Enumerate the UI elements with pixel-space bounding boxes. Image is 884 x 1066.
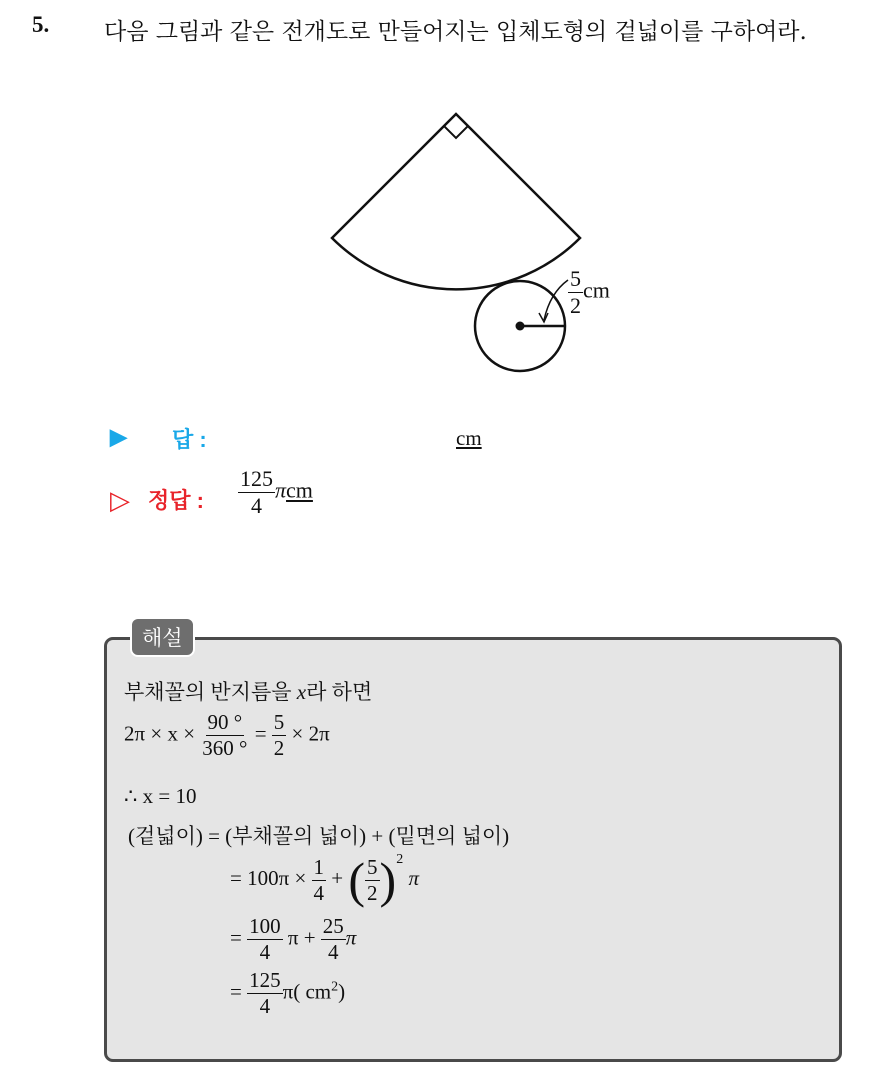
right-angle-mark xyxy=(444,126,468,138)
quarter-fraction xyxy=(312,854,327,905)
solution-tag: 해설 xyxy=(130,617,195,657)
solution-line-1-a: 부채꼴의 반지름을 xyxy=(124,680,297,704)
solution-line-3: ∴ x = 10 xyxy=(124,784,197,808)
radius2-denominator: 2 xyxy=(273,736,285,760)
frac-125-numerator: 125 xyxy=(249,968,281,992)
solution-line-4: (겉넓이) = (부채꼴의 넓이) + (밑면의 넓이) xyxy=(128,824,510,848)
solution-line-5-plus: + xyxy=(331,866,344,890)
solution-line-6-mid: π + xyxy=(287,925,316,950)
paren-fraction xyxy=(365,854,380,905)
right-paren: ) xyxy=(379,852,397,909)
correct-value xyxy=(238,468,313,517)
paren-denominator: 2 xyxy=(367,880,378,905)
frac-125-4 xyxy=(247,970,283,1017)
radius-numerator: 5 xyxy=(570,266,581,291)
frac-25-4 xyxy=(321,916,346,963)
frac-100-4 xyxy=(247,916,283,963)
solution-variable-x: x xyxy=(296,680,307,704)
left-paren: ( xyxy=(348,852,366,909)
correct-label: 정답 : xyxy=(148,488,204,513)
solution-line-7-tail: π( cm xyxy=(282,979,332,1004)
radius-label xyxy=(568,268,610,317)
solution-line-5-pi: π xyxy=(408,866,419,890)
sector-shape xyxy=(332,114,580,289)
solution-line-6-equals: = xyxy=(230,925,242,950)
quarter-numerator: 1 xyxy=(313,854,325,879)
frac-100-denominator: 4 xyxy=(259,940,271,964)
center-dot xyxy=(516,322,525,331)
solution-line-5 xyxy=(230,852,419,909)
paren-numerator: 5 xyxy=(367,854,378,879)
correct-numerator: 125 xyxy=(240,466,273,491)
solution-line-5-a: = 100π × xyxy=(230,866,307,890)
radius-unit: cm xyxy=(583,277,610,303)
answer-unit[interactable]: cm xyxy=(456,426,482,450)
solution-line-1 xyxy=(124,676,372,706)
answer-marker-icon: ▶ xyxy=(110,424,127,449)
angle-numerator: 90 ° xyxy=(207,710,243,734)
angle-denominator: 360 ° xyxy=(202,736,248,760)
cone-net-figure xyxy=(320,108,650,392)
solution-line-2 xyxy=(124,712,330,759)
radius2-numerator: 5 xyxy=(273,710,285,734)
frac-125-denominator: 4 xyxy=(259,994,271,1018)
frac-25-numerator: 25 xyxy=(322,914,344,938)
solution-line-6-pi: π xyxy=(345,925,357,950)
solution-line-2-right: × 2π xyxy=(291,721,330,746)
paren-exponent: 2 xyxy=(396,852,404,867)
frac-25-denominator: 4 xyxy=(328,940,339,964)
solution-line-7-equals: = xyxy=(230,979,242,1004)
solution-line-6 xyxy=(230,916,356,963)
answer-label: 답 : xyxy=(172,427,207,452)
question-text: 다음 그림과 같은 전개도로 만들어지는 입체도형의 겉넓이를 구하여라. xyxy=(104,19,807,45)
quarter-denominator: 4 xyxy=(313,880,325,905)
correct-fraction xyxy=(238,468,275,517)
solution-line-2-equals: = xyxy=(254,721,267,746)
correct-denominator: 4 xyxy=(251,493,262,518)
solution-line-2-left: 2π × x × xyxy=(124,721,196,746)
solution-line-7 xyxy=(230,970,345,1017)
unit-exponent: 2 xyxy=(331,979,339,995)
solution-line-7-close: ) xyxy=(338,979,346,1004)
radius-fraction-2 xyxy=(272,712,287,759)
radius-denominator: 2 xyxy=(570,293,581,318)
correct-unit: cm xyxy=(286,477,313,503)
cone-net-svg xyxy=(320,108,650,388)
solution-line-1-b: 라 하면 xyxy=(306,680,373,704)
angle-fraction xyxy=(200,712,249,759)
correct-pi: π xyxy=(275,477,287,503)
frac-100-numerator: 100 xyxy=(249,914,281,938)
correct-marker-icon: ▷ xyxy=(110,485,130,515)
radius-fraction xyxy=(568,268,583,317)
question-number: 5. xyxy=(32,12,50,37)
